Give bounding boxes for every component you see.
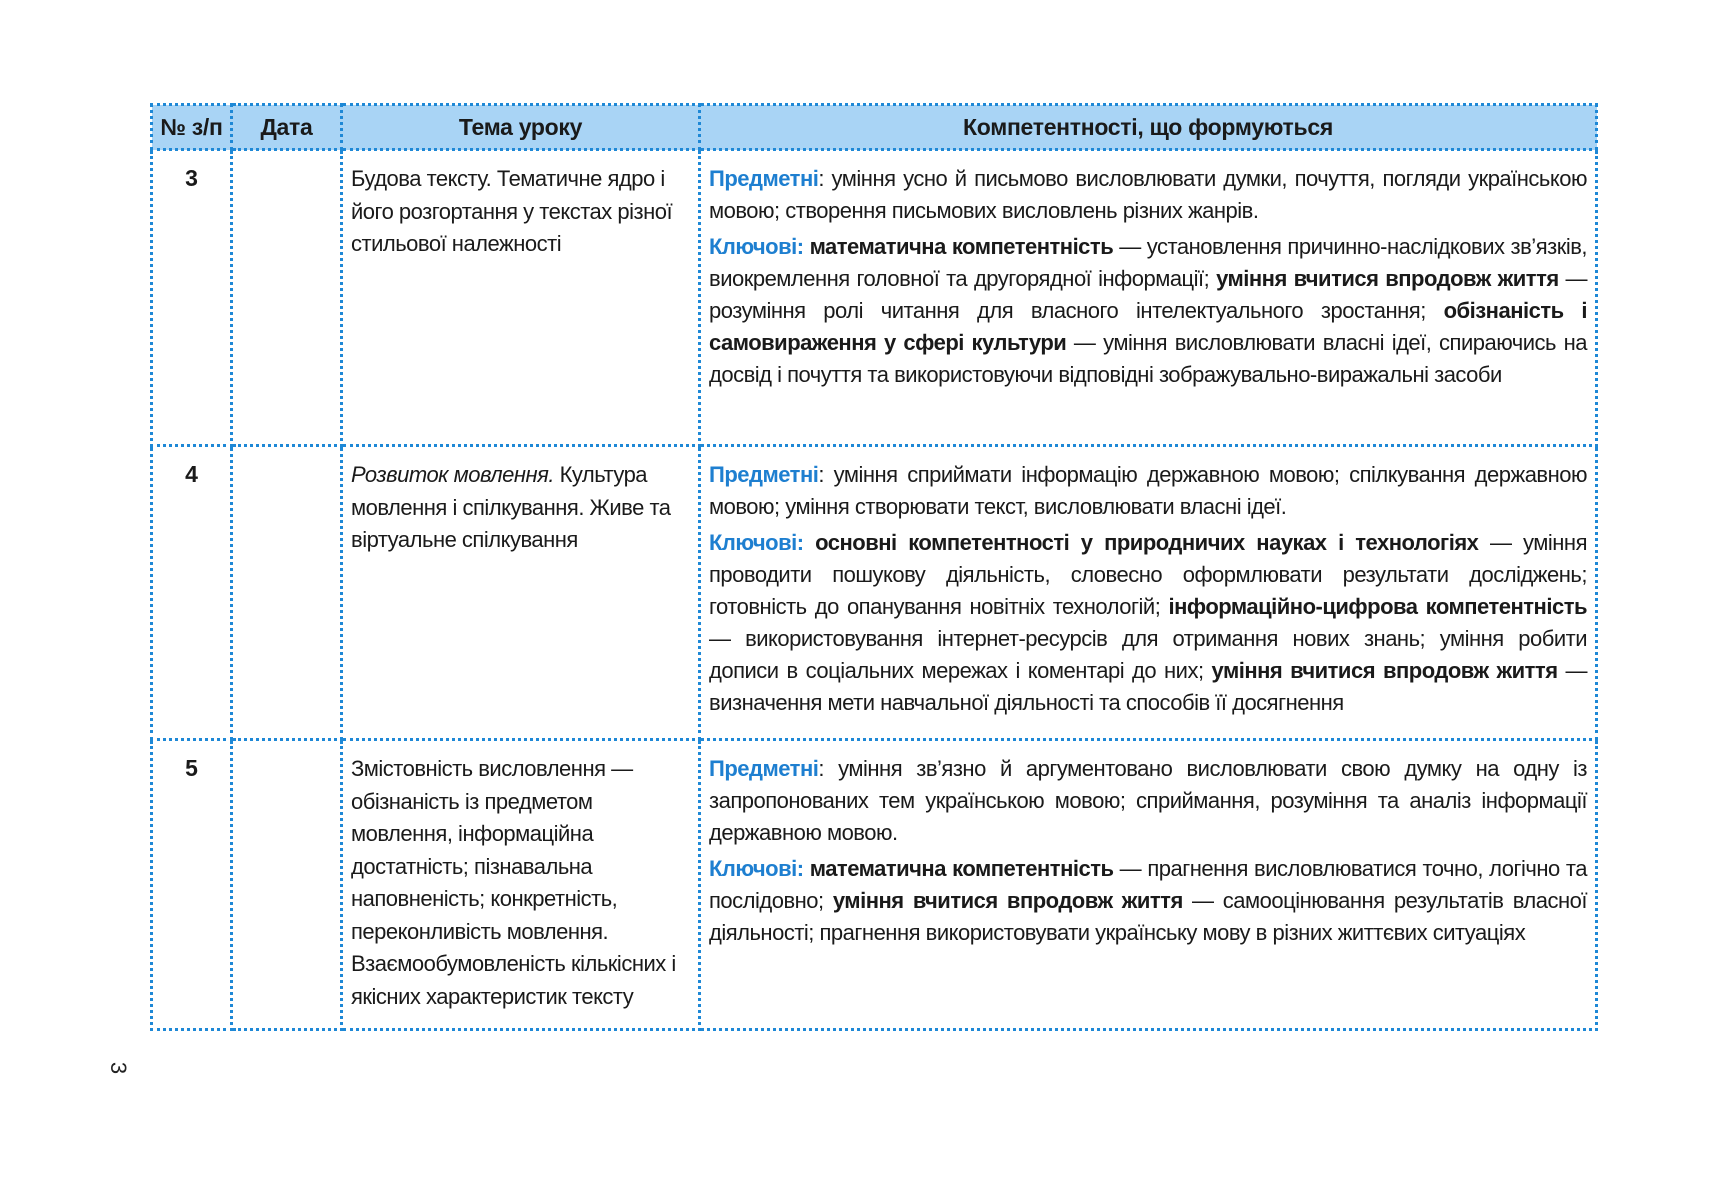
row-topic	[342, 446, 700, 740]
subject-competencies	[709, 459, 1587, 523]
competency-table	[150, 103, 1598, 1031]
key-term: уміння вчитися впродовж життя	[1211, 658, 1558, 683]
key-term: обізнаність і самовираження у сфері культури	[709, 298, 1587, 355]
header-competencies: Компетентності, що формуються	[700, 105, 1597, 150]
key-term: математична компетентність	[809, 234, 1114, 259]
key-term: уміння вчитися впродовж життя	[1216, 266, 1559, 291]
table-row	[152, 150, 1597, 446]
topic-italic: Розвиток мовлення.	[351, 462, 554, 487]
subject-label: Предметні	[709, 756, 819, 781]
header-topic: Тема уроку	[342, 105, 700, 150]
key-desc: — уміння висловлювати власні ідеї, спираючись на досвід і почуття та використовуючи відповідні зображувально-виражальні засоби	[709, 330, 1587, 387]
subject-label: Предметні	[709, 462, 819, 487]
row-date	[232, 150, 342, 446]
row-number: 4	[152, 446, 232, 740]
key-desc: — уміння проводити пошукову діяльність, словесно оформлювати результати досліджень; готовність до опанування новітніх технологій;	[709, 530, 1587, 619]
subject-label: Предметні	[709, 166, 819, 191]
row-topic: Будова тексту. Тематичне ядро і його розгортання у текстах різної стильової належності	[342, 150, 700, 446]
key-desc: — самооцінювання результатів власної діяльності; прагнення використовувати українську мову в різних життєвих ситуаціях	[709, 888, 1587, 945]
row-topic: Змістовність висловлення — обізнаність із предметом мовлення, інформаційна достатність; пізнавальна наповненість; конкретність, переконливість мовлення. Взаємообумовленість кількісних і якісних характеристик тексту	[342, 740, 700, 1030]
key-term: уміння вчитися впродовж життя	[832, 888, 1183, 913]
row-date	[232, 740, 342, 1030]
key-label: Ключові:	[709, 234, 804, 259]
subject-text: : уміння зв’язно й аргументовано висловлювати свою думку на одну із запропонованих тем українською мовою; сприймання, розуміння та аналіз інформації державною мовою.	[709, 756, 1587, 845]
topic-text: Культура мовлення і спілкування. Живе та віртуальне спілкування	[351, 462, 671, 552]
key-competencies	[709, 853, 1587, 949]
key-term: інформаційно-цифрова компетентність	[1168, 594, 1587, 619]
header-num: № з/п	[152, 105, 232, 150]
key-competencies	[709, 527, 1587, 719]
row-competencies	[700, 740, 1597, 1030]
key-desc: — визначення мети навчальної діяльності та способів її досягнення	[709, 658, 1587, 715]
row-number: 3	[152, 150, 232, 446]
page-number: 3	[106, 1061, 132, 1075]
subject-competencies	[709, 753, 1587, 849]
key-competencies	[709, 231, 1587, 391]
row-competencies	[700, 446, 1597, 740]
table-row	[152, 740, 1597, 1030]
key-desc: — використовування інтернет-ресурсів для отримання нових знань; уміння робити дописи в соціальних мережах і коментарі до них;	[709, 626, 1587, 683]
key-term: математична компетентність	[809, 856, 1114, 881]
table-row	[152, 446, 1597, 740]
key-label: Ключові:	[709, 856, 804, 881]
row-date	[232, 446, 342, 740]
key-label: Ключові:	[709, 530, 804, 555]
key-desc: — установлення причинно-наслідкових зв’язків, виокремлення головної та другорядної інформації;	[709, 234, 1588, 291]
key-desc: — розуміння ролі читання для власного інтелектуального зростання;	[709, 266, 1587, 323]
row-competencies	[700, 150, 1597, 446]
key-term: основні компетентності у природничих науках і технологіях	[815, 530, 1479, 555]
key-desc: — прагнення висловлюватися точно, логічно та послідовно;	[709, 856, 1587, 913]
header-date: Дата	[232, 105, 342, 150]
subject-competencies	[709, 163, 1587, 227]
table-header-row	[152, 105, 1597, 150]
subject-text: : уміння сприймати інформацію державною мовою; спілкування державною мовою; уміння створювати текст, висловлювати власні ідеї.	[709, 462, 1587, 519]
row-number: 5	[152, 740, 232, 1030]
subject-text: : уміння усно й письмово висловлювати думки, почуття, погляди українською мовою; створення письмових висловлень різних жанрів.	[709, 166, 1587, 223]
